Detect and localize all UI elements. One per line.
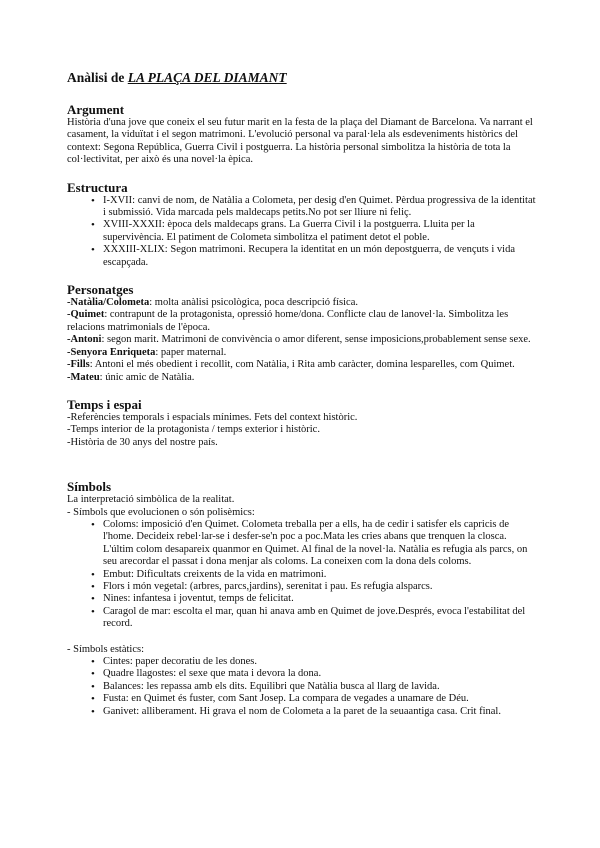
list-item: • Caragol de mar: escolta el mar, quan hi anava amb en Quimet de jove.Després, evoca l'estabilitat del record. [103,606,537,631]
character-entry: -Antoni: segon marit. Matrimoni de convivència o amor diferent, sense imposicions,probablement sense sexe. [67,334,531,346]
list-item: • Embut: Dificultats creixents de la vida en matrimoni. [103,569,537,581]
simbols-poly-label: - Símbols que evolucionen o són polisèmics: [67,506,255,518]
character-entry: -Senyora Enriqueta: paper maternal. [67,346,227,358]
list-item: • Flors i món vegetal: (arbres, parcs,jardins), serenitat i pau. Es refugia alsparcs. [103,581,537,593]
list-item: • Coloms: imposició d'en Quimet. Colometa treballa per a ells, ha de cedir i satisfer els capricis de l'home. Decideix rebel·lar-se i desfer-se'n poc a poc.Mata les cries abans que trenquen la closca. L'últim colom desapareix quanmor en Quimet. Al final de la novel·la. Natàlia es refugia als parcs, on seu arecordar el passat i dona menjar als coloms. La coneixen com la dona dels coloms. [103,519,537,569]
section-heading-temps: Temps i espai [67,396,142,412]
list-item: • Fusta: en Quimet és fuster, com Sant Josep. La compara de vegades a unamare de Déu. [103,693,537,705]
list-item: • XVIII-XXXII: època dels maldecaps grans. La Guerra Civil i la postguerra. Lluita per la supervivència. El patiment de Colometa simbolitza el patiment detot el poble. [103,219,537,244]
argument-text: Història d'una jove que coneix el seu futur marit en la festa de la plaça del Diamant de Barcelona. Va narrant el casament, la viduïtat i el segon matrimoni. L'evolució personal va paral·lela als esdeveniments històrics del context: Segona República, Guerra Civil i postguerra. La història personal simbolitza la història de tota la col·lectivitat, per això és una novel·la èpica. [67,117,533,166]
temps-line: -Referències temporals i espacials mínimes. Fets del context històric. [67,411,358,423]
list-item: • Cintes: paper decoratiu de les dones. [103,656,537,668]
character-entry: -Quimet: contrapunt de la protagonista, opressió home/dona. Conflicte clau de lanovel·la. Simbolitza les relacions matrimonials de l'època. [67,309,509,333]
title-work: LA PLAÇA DEL DIAMANT [127,70,287,85]
list-item: • I-XVII: canvi de nom, de Natàlia a Colometa, per desig d'en Quimet. Pèrdua progressiva de la identitat i submissió. Vida marcada pels maldecaps petits.No pot ser lliure ni feliç. [103,195,537,220]
list-item: • Quadre llagostes: el sexe que mata i devora la dona. [103,668,537,680]
simbols-intro: La interpretació simbòlica de la realitat. [67,494,235,506]
temps-line: -Història de 30 anys del nostre país. [67,436,218,448]
list-item: • Balances: les repassa amb els dits. Equilibri que Natàlia busca al llarg de lavida. [103,681,537,693]
character-entry: -Mateu: únic amic de Natàlia. [67,371,195,383]
estructura-list [67,195,537,269]
simbols-static-label: - Símbols estàtics: [67,643,144,655]
character-entry: -Natàlia/Colometa: molta anàlisi psicològica, poca descripció física. [67,297,358,309]
simbols-poly-list [67,519,537,631]
document-title [67,70,537,86]
character-entry: -Fills: Antoni el més obedient i recollit, com Natàlia, i Rita amb caràcter, domina lesparelles, com Quimet. [67,359,515,371]
temps-line: -Temps interior de la protagonista / temps exterior i històric. [67,424,320,436]
list-item: • Nines: infantesa i joventut, temps de felicitat. [103,593,537,605]
section-heading-personatges: Personatges [67,282,134,298]
list-item: • XXXIII-XLIX: Segon matrimoni. Recupera la identitat en un món depostguerra, de vençuts i vida escapçada. [103,244,537,269]
simbols-static-list [67,656,537,718]
section-heading-argument: Argument [67,102,125,117]
section-heading-simbols: Símbols [67,479,112,495]
document-page [67,70,537,718]
title-prefix: Anàlisi de [67,70,128,85]
list-item: • Ganivet: alliberament. Hi grava el nom de Colometa a la paret de la seuaantiga casa. Crit final. [103,706,537,718]
section-heading-estructura: Estructura [67,179,128,195]
